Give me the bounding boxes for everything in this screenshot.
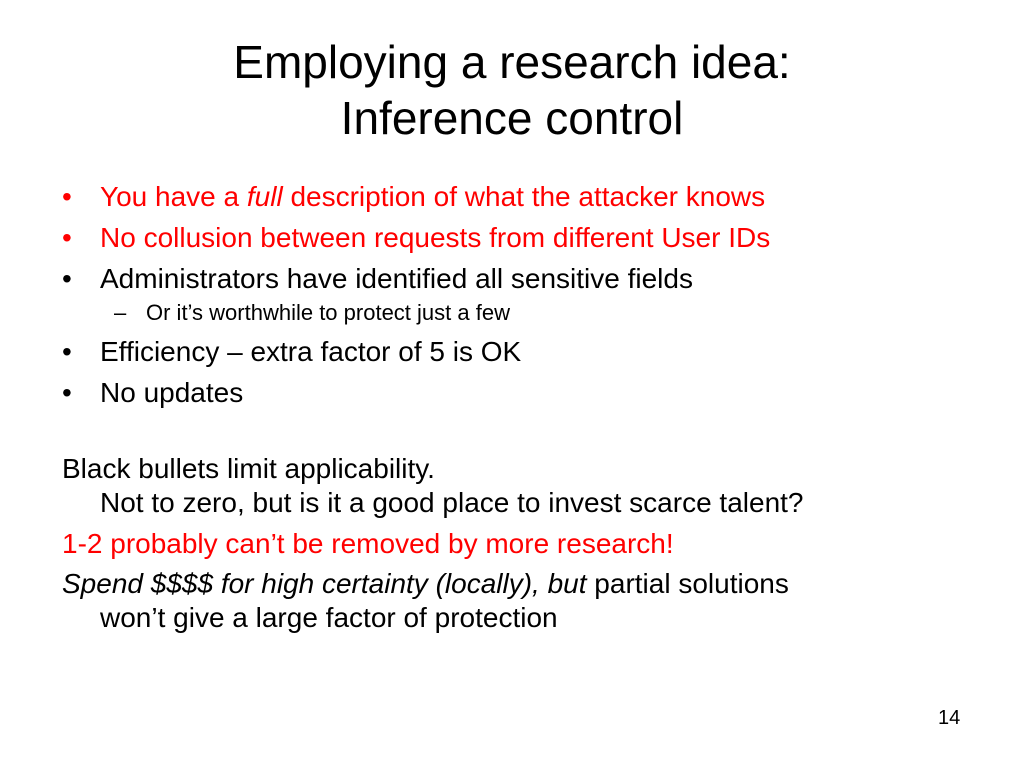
bullet-marker: • (62, 263, 72, 294)
paragraph-line-indented: won’t give a large factor of protection (100, 602, 558, 633)
bullet-marker: • (62, 222, 72, 253)
paragraph-spend (62, 567, 982, 635)
page-number: 14 (938, 707, 961, 729)
bullet-marker: • (62, 181, 72, 212)
bullet-marker: • (62, 336, 72, 367)
bullet-text: Administrators have identified all sensitive fields (100, 263, 693, 294)
bullet-marker: • (62, 377, 72, 408)
slide-title (0, 34, 1024, 146)
sub-bullet-text: Or it’s worthwhile to protect just a few (146, 300, 510, 325)
paragraph-black-bullets (62, 452, 982, 520)
sub-bullet-item-protect-few (62, 299, 1002, 327)
bullet-text: No collusion between requests from different User IDs (100, 222, 771, 253)
bullet-text-post: description of what the attacker knows (282, 181, 766, 212)
bullet-item-administrators (62, 262, 1002, 296)
title-line-1: Employing a research idea: (233, 36, 791, 88)
bullet-item-efficiency (62, 335, 1002, 369)
bullet-text: Efficiency – extra factor of 5 is OK (100, 336, 522, 367)
paragraph-line-indented: Not to zero, but is it a good place to invest scarce talent? (100, 487, 804, 518)
bullet-list (62, 180, 1002, 417)
title-line-2: Inference control (340, 92, 684, 144)
bullet-text-pre: You have a (100, 181, 247, 212)
paragraph-text: partial solutions (586, 568, 789, 599)
bullet-item-no-updates (62, 376, 1002, 410)
paragraph-red-note (62, 527, 982, 561)
bullet-text: No updates (100, 377, 244, 408)
paragraph-line: Black bullets limit applicability. (62, 453, 435, 484)
bullet-text-italic: full (246, 181, 283, 212)
sub-bullet-marker: – (114, 300, 127, 325)
bullet-item-no-collusion (62, 221, 1002, 255)
paragraph-line: 1-2 probably can’t be removed by more research! (62, 528, 674, 559)
paragraph-italic-text: Spend $$$$ for high certainty (locally), but (62, 568, 587, 599)
bullet-item-full-description (62, 180, 1002, 214)
